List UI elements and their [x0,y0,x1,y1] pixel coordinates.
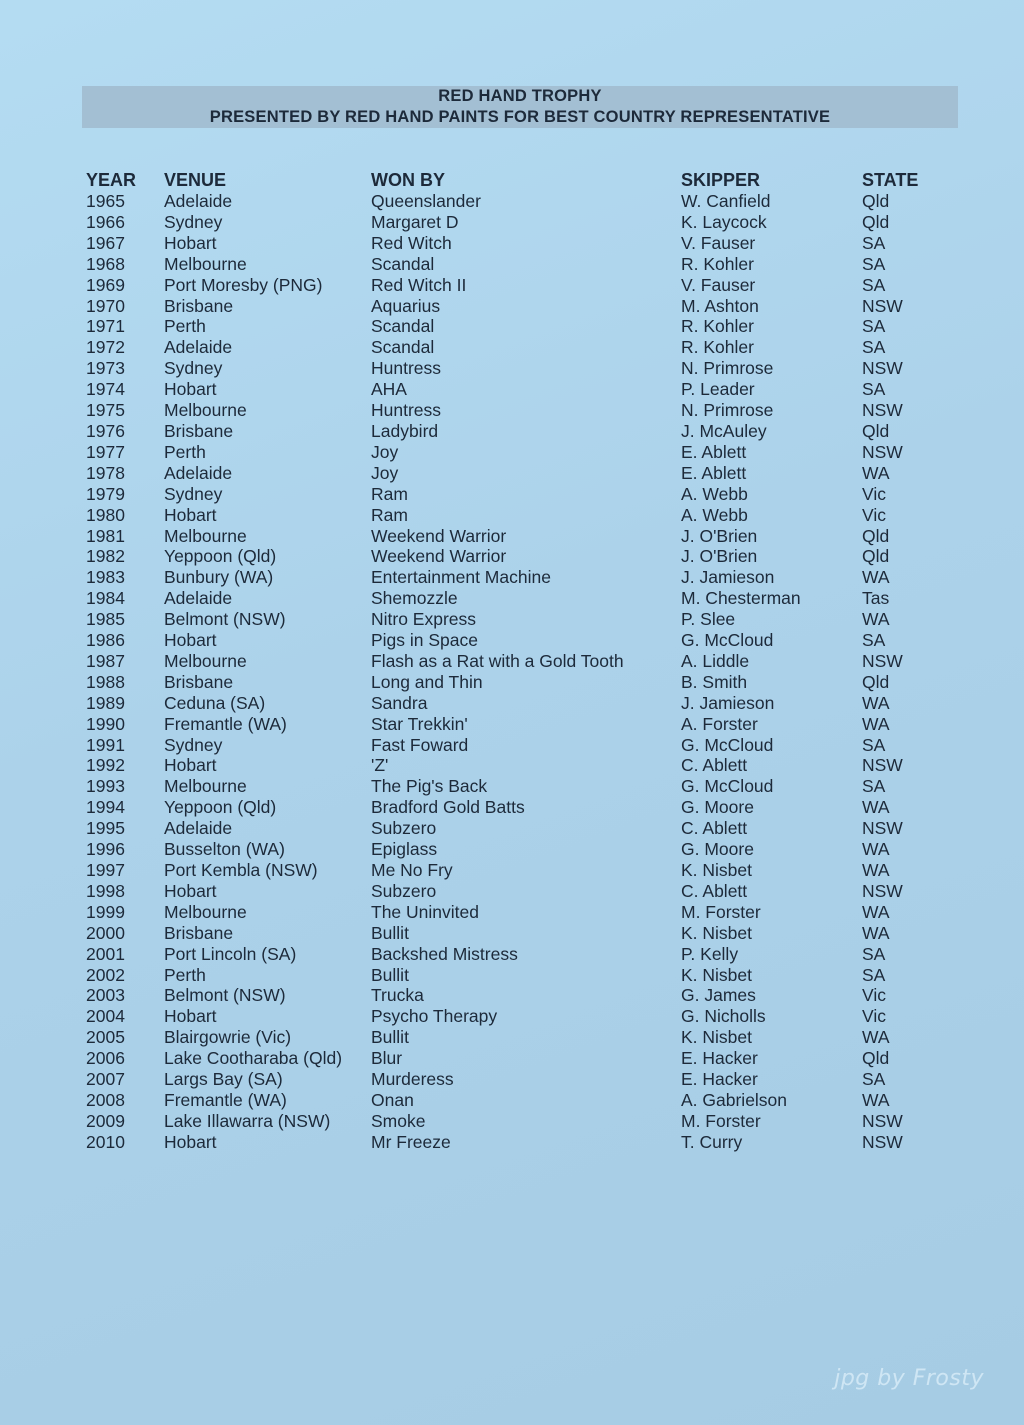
cell-year: 2006 [86,1048,125,1069]
cell-state: Qld [862,191,890,211]
table-row [86,567,942,588]
cell-won-by: The Uninvited [371,901,479,922]
cell-won-by: Bullit [371,1027,409,1048]
cell-skipper: C. Ablett [681,818,748,839]
cell-skipper: N. Primrose [681,358,774,379]
table-row [86,985,942,1006]
watermark: jpg by Frosty [834,1366,984,1391]
cell-won-by: Weekend Warrior [371,525,507,546]
cell-venue: Yeppoon (Qld) [164,546,277,567]
cell-year: 1970 [86,295,125,316]
cell-won-by: Scandal [371,253,435,274]
cell-venue: Brisbane [164,295,234,316]
cell-state: Qld [862,211,890,232]
cell-venue: Adelaide [164,588,233,609]
cell-state: Qld [862,420,890,441]
title-band [82,86,958,128]
cell-year: 1965 [86,191,125,211]
table-row [86,484,942,505]
cell-venue: Belmont (NSW) [164,985,286,1006]
cell-won-by: Long and Thin [371,671,483,692]
cell-year: 1988 [86,671,125,692]
cell-venue: Hobart [164,504,217,525]
cell-won-by: Scandal [371,316,435,337]
cell-state: SA [862,379,886,400]
table-row [86,735,942,756]
cell-state: Qld [862,546,890,567]
cell-year: 2002 [86,964,125,985]
results-table [86,170,942,1153]
cell-won-by: Star Trekkin' [371,713,468,734]
cell-state: WA [862,797,890,818]
cell-won-by: AHA [371,379,407,400]
cell-year: 2001 [86,943,125,964]
cell-skipper: K. Nisbet [681,1027,752,1048]
cell-year: 1983 [86,567,125,588]
cell-venue: Sydney [164,358,223,379]
cell-won-by: Margaret D [371,211,459,232]
cell-year: 1977 [86,441,125,462]
cell-skipper: W. Canfield [681,191,771,211]
table-row [86,881,942,902]
cell-skipper: J. O'Brien [681,546,758,567]
cell-state: SA [862,316,886,337]
table-row [86,609,942,630]
document-subtitle: PRESENTED BY RED HAND PAINTS FOR BEST COUNTRY REPRESENTATIVE [209,108,831,126]
cell-skipper: E. Ablett [681,441,747,462]
column-header-venue: VENUE [164,170,227,190]
cell-venue: Lake Cootharaba (Qld) [164,1048,343,1069]
cell-skipper: M. Ashton [681,295,759,316]
table-row [86,296,942,317]
cell-venue: Melbourne [164,525,247,546]
cell-state: WA [862,922,890,943]
cell-state: SA [862,776,886,797]
cell-skipper: G. Nicholls [681,1006,766,1027]
cell-year: 1996 [86,839,125,860]
cell-won-by: Me No Fry [371,860,453,880]
cell-won-by: Joy [371,441,399,462]
column-header-state: STATE [862,170,919,190]
cell-year: 1985 [86,609,125,630]
table-row [86,337,942,358]
cell-state: WA [862,839,890,860]
cell-venue: Bunbury (WA) [164,567,274,588]
table-row [86,1006,942,1027]
cell-won-by: Ladybird [371,420,439,441]
table-row [86,923,942,944]
table-row [86,860,942,881]
cell-venue: Brisbane [164,922,234,943]
cell-won-by: The Pig's Back [371,776,488,797]
cell-venue: Hobart [164,1131,217,1152]
table-row [86,797,942,818]
cell-state: WA [862,567,890,588]
table-row [86,212,942,233]
cell-state: NSW [862,650,903,671]
cell-skipper: G. McCloud [681,630,774,651]
cell-year: 1990 [86,713,125,734]
cell-skipper: K. Nisbet [681,922,752,943]
cell-year: 2004 [86,1006,125,1027]
cell-skipper: C. Ablett [681,880,748,901]
cell-state: Vic [862,504,886,525]
cell-won-by: Scandal [371,337,435,358]
cell-won-by: Huntress [371,358,442,379]
cell-state: SA [862,337,886,358]
table-row [86,944,942,965]
cell-venue: Adelaide [164,818,233,839]
cell-won-by: Backshed Mistress [371,943,518,964]
cell-state: WA [862,1089,890,1110]
cell-won-by: Mr Freeze [371,1131,451,1152]
cell-state: NSW [862,818,903,839]
cell-venue: Melbourne [164,776,247,797]
cell-year: 1978 [86,462,125,483]
cell-won-by: Sandra [371,692,428,713]
cell-state: NSW [862,358,903,379]
cell-venue: Hobart [164,232,217,253]
cell-state: NSW [862,1131,903,1152]
cell-venue: Lake Illawarra (NSW) [164,1110,331,1131]
cell-skipper: J. Jamieson [681,692,775,713]
cell-year: 2000 [86,922,125,943]
cell-state: SA [862,232,886,253]
table-row [86,588,942,609]
cell-year: 2010 [86,1131,125,1152]
cell-skipper: A. Forster [681,713,758,734]
cell-venue: Melbourne [164,901,247,922]
cell-year: 1975 [86,400,125,421]
cell-won-by: Entertainment Machine [371,567,551,588]
table-row [86,902,942,923]
table-row [86,1048,942,1069]
cell-won-by: Fast Foward [371,734,469,755]
cell-year: 1968 [86,253,125,274]
table-row [86,526,942,547]
cell-venue: Hobart [164,880,217,901]
cell-won-by: Huntress [371,400,442,421]
cell-year: 1992 [86,755,125,776]
cell-state: WA [862,462,890,483]
cell-skipper: E. Hacker [681,1069,758,1090]
cell-venue: Perth [164,441,206,462]
cell-skipper: V. Fauser [681,274,756,295]
cell-won-by: Onan [371,1089,414,1110]
cell-won-by: Trucka [371,985,424,1006]
cell-venue: Fremantle (WA) [164,1089,287,1110]
cell-venue: Hobart [164,755,217,776]
table-row [86,1069,942,1090]
table-row [86,755,942,776]
cell-year: 1995 [86,818,125,839]
cell-skipper: G. McCloud [681,734,774,755]
table-row [86,1027,942,1048]
cell-year: 1969 [86,274,125,295]
cell-won-by: Bradford Gold Batts [371,797,525,818]
cell-state: WA [862,901,890,922]
cell-state: WA [862,1027,890,1048]
cell-year: 1980 [86,504,125,525]
cell-venue: Fremantle (WA) [164,713,287,734]
cell-won-by: Aquarius [371,295,441,316]
cell-skipper: M. Forster [681,1110,761,1131]
cell-skipper: A. Webb [681,504,748,525]
cell-won-by: Red Witch II [371,274,467,295]
cell-venue: Melbourne [164,253,247,274]
cell-state: Qld [862,671,890,692]
cell-skipper: K. Nisbet [681,964,752,985]
table-row [86,839,942,860]
table-row [86,421,942,442]
cell-year: 2008 [86,1089,125,1110]
cell-won-by: Subzero [371,880,437,901]
cell-venue: Sydney [164,211,223,232]
table-row [86,693,942,714]
cell-venue: Adelaide [164,337,233,358]
cell-year: 1981 [86,525,125,546]
cell-year: 1971 [86,316,125,337]
cell-skipper: J. McAuley [681,420,767,441]
cell-state: WA [862,692,890,713]
cell-state: Vic [862,985,886,1006]
cell-venue: Port Lincoln (SA) [164,943,297,964]
table-row [86,358,942,379]
cell-skipper: E. Ablett [681,462,747,483]
cell-won-by: Ram [371,504,408,525]
column-header-year: YEAR [86,170,137,190]
cell-state: SA [862,253,886,274]
cell-skipper: V. Fauser [681,232,756,253]
table-row [86,965,942,986]
cell-skipper: A. Webb [681,483,748,504]
cell-state: Qld [862,1048,890,1069]
cell-year: 1979 [86,483,125,504]
cell-venue: Busselton (WA) [164,839,285,860]
cell-skipper: G. Moore [681,839,754,860]
cell-venue: Ceduna (SA) [164,692,266,713]
cell-won-by: Pigs in Space [371,630,479,651]
cell-state: SA [862,630,886,651]
cell-state: NSW [862,441,903,462]
cell-skipper: P. Kelly [681,943,739,964]
cell-won-by: Smoke [371,1110,426,1131]
cell-year: 1986 [86,630,125,651]
cell-venue: Perth [164,316,206,337]
cell-year: 2009 [86,1110,125,1131]
table-header-row [86,170,942,191]
cell-skipper: A. Liddle [681,650,750,671]
cell-won-by: Blur [371,1048,403,1069]
table-row [86,254,942,275]
cell-venue: Hobart [164,1006,217,1027]
cell-skipper: P. Slee [681,609,736,630]
cell-venue: Hobart [164,630,217,651]
table-row [86,1090,942,1111]
cell-state: NSW [862,880,903,901]
table-row [86,818,942,839]
cell-won-by: Bullit [371,964,409,985]
cell-year: 1976 [86,420,125,441]
table-row [86,672,942,693]
cell-state: WA [862,860,890,880]
cell-skipper: R. Kohler [681,253,754,274]
cell-state: Tas [862,588,890,609]
cell-venue: Hobart [164,379,217,400]
cell-state: SA [862,964,886,985]
table-row [86,1111,942,1132]
cell-venue: Brisbane [164,420,234,441]
table-row [86,546,942,567]
cell-year: 1967 [86,232,125,253]
table-row [86,191,942,212]
cell-venue: Blairgowrie (Vic) [164,1027,292,1048]
cell-venue: Belmont (NSW) [164,609,286,630]
cell-state: Vic [862,1006,886,1027]
cell-skipper: G. James [681,985,756,1006]
cell-skipper: R. Kohler [681,337,754,358]
cell-skipper: C. Ablett [681,755,748,776]
cell-skipper: G. McCloud [681,776,774,797]
cell-skipper: B. Smith [681,671,748,692]
cell-state: NSW [862,295,903,316]
cell-venue: Brisbane [164,671,234,692]
cell-state: Vic [862,483,886,504]
cell-skipper: P. Leader [681,379,755,400]
cell-skipper: E. Hacker [681,1048,758,1069]
cell-state: SA [862,1069,886,1090]
column-header-won-by: WON BY [371,170,445,190]
cell-year: 1974 [86,379,125,400]
cell-skipper: J. Jamieson [681,567,775,588]
cell-venue: Melbourne [164,400,247,421]
cell-year: 1999 [86,901,125,922]
cell-skipper: T. Curry [681,1131,743,1152]
cell-won-by: Flash as a Rat with a Gold Tooth [371,650,624,671]
cell-state: NSW [862,1110,903,1131]
cell-year: 1982 [86,546,125,567]
cell-won-by: Epiglass [371,839,438,860]
table-row [86,233,942,254]
cell-venue: Melbourne [164,650,247,671]
cell-year: 1987 [86,650,125,671]
table-row [86,505,942,526]
table-row [86,776,942,797]
cell-state: SA [862,734,886,755]
cell-state: WA [862,713,890,734]
cell-skipper: J. O'Brien [681,525,758,546]
cell-won-by: Weekend Warrior [371,546,507,567]
cell-won-by: Psycho Therapy [371,1006,498,1027]
cell-won-by: Queenslander [371,191,481,211]
cell-year: 1989 [86,692,125,713]
table-row [86,630,942,651]
column-header-skipper: SKIPPER [681,170,761,190]
cell-skipper: K. Laycock [681,211,767,232]
cell-year: 1997 [86,860,125,880]
cell-year: 1966 [86,211,125,232]
cell-venue: Port Moresby (PNG) [164,274,323,295]
cell-year: 1972 [86,337,125,358]
cell-venue: Adelaide [164,462,233,483]
table-body [86,191,942,1153]
table-row [86,379,942,400]
cell-won-by: Ram [371,483,408,504]
cell-year: 1973 [86,358,125,379]
cell-venue: Sydney [164,483,223,504]
cell-venue: Largs Bay (SA) [164,1069,283,1090]
table-row [86,316,942,337]
table-row [86,651,942,672]
cell-state: NSW [862,400,903,421]
cell-venue: Sydney [164,734,223,755]
cell-year: 1998 [86,880,125,901]
cell-year: 1993 [86,776,125,797]
document-title: RED HAND TROPHY [438,87,602,105]
cell-skipper: M. Chesterman [681,588,801,609]
cell-venue: Perth [164,964,206,985]
cell-venue: Yeppoon (Qld) [164,797,277,818]
cell-year: 1994 [86,797,125,818]
cell-won-by: Nitro Express [371,609,477,630]
cell-won-by: Red Witch [371,232,452,253]
table-row [86,400,942,421]
table-row [86,442,942,463]
cell-state: SA [862,943,886,964]
cell-year: 2005 [86,1027,125,1048]
cell-won-by: Murderess [371,1069,454,1090]
cell-skipper: N. Primrose [681,400,774,421]
cell-year: 1984 [86,588,125,609]
cell-state: NSW [862,755,903,776]
table-row [86,714,942,735]
cell-skipper: R. Kohler [681,316,754,337]
table-row [86,1132,942,1153]
cell-won-by: Joy [371,462,399,483]
cell-year: 2003 [86,985,125,1006]
cell-year: 2007 [86,1069,125,1090]
table-row [86,275,942,296]
cell-state: Qld [862,525,890,546]
cell-skipper: K. Nisbet [681,860,752,880]
cell-won-by: Subzero [371,818,437,839]
cell-state: SA [862,274,886,295]
cell-won-by: Bullit [371,922,409,943]
cell-state: WA [862,609,890,630]
cell-won-by: Shemozzle [371,588,458,609]
cell-venue: Adelaide [164,191,233,211]
cell-won-by: 'Z' [371,755,389,776]
cell-skipper: M. Forster [681,901,761,922]
cell-skipper: G. Moore [681,797,754,818]
cell-venue: Port Kembla (NSW) [164,860,318,880]
cell-year: 1991 [86,734,125,755]
table-row [86,463,942,484]
cell-skipper: A. Gabrielson [681,1089,788,1110]
